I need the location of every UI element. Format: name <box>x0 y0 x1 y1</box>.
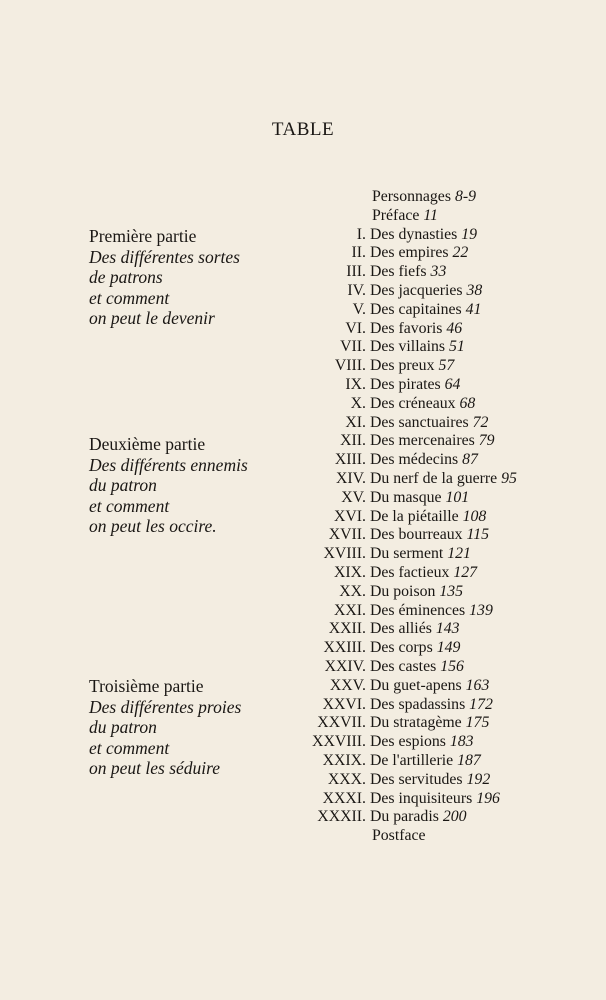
toc-entry <box>300 696 590 715</box>
toc-entry-text <box>370 771 590 790</box>
toc-page-number: 175 <box>465 714 490 732</box>
toc-chapter-number: XXX. <box>327 770 366 788</box>
toc-chapter-title: Des éminences <box>370 601 466 619</box>
toc-entry <box>300 677 590 696</box>
toc-page-number: 143 <box>435 620 460 638</box>
toc-chapter-number: VII. <box>340 338 366 356</box>
toc-chapter-title: Des fiefs <box>370 263 427 281</box>
toc-page-number: 192 <box>466 770 491 788</box>
toc-chapter-number: I. <box>356 225 366 243</box>
toc-chapter-number: XIX. <box>333 563 366 581</box>
toc-page-number: 200 <box>442 808 467 826</box>
toc-entry-text <box>370 602 590 621</box>
toc-page-number: 64 <box>444 375 461 393</box>
toc-entry-text <box>370 639 590 658</box>
toc-chapter-number: XX. <box>339 582 366 600</box>
toc-chapter-number <box>300 827 372 846</box>
toc-entry-text <box>370 583 590 602</box>
part-desc-line: et comment <box>89 495 170 516</box>
toc-chapter-title: Des villains <box>370 338 446 356</box>
toc-chapter-title: De la piétaille <box>370 507 459 525</box>
toc-entry <box>300 395 590 414</box>
toc-entry <box>300 376 590 395</box>
toc-page-number: 57 <box>438 357 455 375</box>
toc-page-number: 22 <box>452 244 469 262</box>
part-desc-line: et comment <box>89 287 170 308</box>
toc-chapter-number <box>300 207 372 226</box>
toc-chapter-title: Des alliés <box>370 620 432 638</box>
toc-chapter-title: Du nerf de la guerre <box>370 469 498 487</box>
toc-chapter-title: Des factieux <box>370 563 450 581</box>
toc-chapter-number: III. <box>346 263 366 281</box>
toc-entry <box>300 414 590 433</box>
toc-entry <box>300 583 590 602</box>
toc-entry <box>300 752 590 771</box>
toc-entry <box>300 602 590 621</box>
toc-entry <box>300 357 590 376</box>
toc-entry <box>300 470 590 489</box>
toc-page-number: 33 <box>430 263 447 281</box>
toc-entry <box>300 827 590 846</box>
toc-entry-text <box>370 244 590 263</box>
toc-entry-text <box>372 207 590 226</box>
toc-entry-text <box>370 508 590 527</box>
toc-chapter-number: XXIII. <box>323 639 366 657</box>
toc-entry <box>300 338 590 357</box>
toc-entry-text <box>370 470 590 489</box>
toc-entry <box>300 639 590 658</box>
toc-entry-text <box>370 733 590 752</box>
toc-page-number: 46 <box>446 319 463 337</box>
toc-chapter-number: IV. <box>347 281 366 299</box>
toc-chapter-title: Des médecins <box>370 451 459 469</box>
toc-page-number: 163 <box>465 676 490 694</box>
toc-chapter-number: XXII. <box>328 620 366 638</box>
part-1 <box>89 226 299 329</box>
toc-entry-text <box>370 808 590 827</box>
toc-chapter-title: Des empires <box>370 244 449 262</box>
toc-page-number: 72 <box>472 413 489 431</box>
toc-entry-text <box>370 432 590 451</box>
part-2 <box>89 434 299 537</box>
toc-chapter-number: XXXII. <box>317 808 366 826</box>
toc-chapter-number: XXVI. <box>322 695 366 713</box>
toc-page-number: 196 <box>476 789 500 807</box>
toc-entry-text <box>370 226 590 245</box>
toc-page-number: 172 <box>469 695 493 713</box>
toc-chapter-title: Des spadassins <box>370 695 466 713</box>
toc-page-number: 139 <box>469 601 493 619</box>
toc-chapter-number: XIV. <box>336 469 366 487</box>
toc-entry <box>300 564 590 583</box>
toc-entry-text <box>370 714 590 733</box>
toc-page-number: 19 <box>461 225 478 243</box>
toc-chapter-title: Des corps <box>370 639 433 657</box>
toc-page-number: 51 <box>448 338 465 356</box>
toc-entry <box>300 263 590 282</box>
part-desc-line: Des différents ennemis <box>89 454 248 475</box>
toc-chapter-number: XXV. <box>329 676 366 694</box>
toc-entry <box>300 432 590 451</box>
toc-chapter-number: VI. <box>345 319 366 337</box>
part-desc-line: on peut les occire. <box>89 516 217 536</box>
toc-entry-text <box>370 752 590 771</box>
toc-page-number: 101 <box>445 488 470 506</box>
toc-page-number: 68 <box>459 394 476 412</box>
toc-chapter-title: Des favoris <box>370 319 443 337</box>
part-desc-line: Des différentes sortes <box>89 246 240 267</box>
toc-chapter-number: XVIII. <box>323 545 366 563</box>
toc-chapter-number: XXIX. <box>322 751 366 769</box>
table-of-contents <box>300 188 590 846</box>
toc-entry <box>300 188 590 207</box>
toc-page-number: 183 <box>449 733 474 751</box>
toc-entry <box>300 226 590 245</box>
toc-page-number: 127 <box>453 563 478 581</box>
toc-chapter-title: Des servitudes <box>370 770 463 788</box>
toc-entry-text <box>370 696 590 715</box>
part-3 <box>89 676 299 779</box>
toc-chapter-title: Des créneaux <box>370 394 456 412</box>
toc-page-number: 95 <box>501 469 517 487</box>
toc-entry-text <box>370 451 590 470</box>
toc-entry-text <box>370 489 590 508</box>
toc-entry-text <box>370 338 590 357</box>
toc-chapter-title: Postface <box>372 827 426 845</box>
toc-chapter-title: Des castes <box>370 657 437 675</box>
toc-entry-text <box>370 376 590 395</box>
part-desc-line: on peut les séduire <box>89 758 221 778</box>
toc-chapter-title: Des preux <box>370 357 435 375</box>
toc-chapter-number: XXI. <box>333 601 366 619</box>
toc-entry <box>300 714 590 733</box>
toc-entry-text <box>370 545 590 564</box>
toc-entry <box>300 733 590 752</box>
toc-page-number: 121 <box>447 545 471 563</box>
toc-chapter-title: Des pirates <box>370 375 441 393</box>
toc-chapter-number: IX. <box>345 375 366 393</box>
toc-chapter-title: Des capitaines <box>370 300 462 318</box>
toc-page-number: 156 <box>440 657 464 675</box>
toc-chapter-title: Préface <box>372 206 420 224</box>
toc-entry-text <box>370 395 590 414</box>
toc-chapter-title: Des mercenaires <box>370 432 475 450</box>
part-desc-line: Des différentes proies <box>89 696 242 717</box>
toc-entry <box>300 301 590 320</box>
toc-page-number: 87 <box>462 451 478 469</box>
toc-chapter-number: XXIV. <box>324 657 366 675</box>
toc-chapter-title: Des sanctuaires <box>370 413 469 431</box>
toc-chapter-number: XIII. <box>334 451 366 469</box>
toc-entry-text <box>370 526 590 545</box>
toc-chapter-number <box>300 188 372 207</box>
toc-chapter-number: XXXI. <box>322 789 366 807</box>
toc-page-number: 187 <box>457 751 481 769</box>
toc-entry <box>300 489 590 508</box>
part-title: Première partie <box>89 226 197 246</box>
toc-chapter-number: XII. <box>340 432 366 450</box>
page-title: TABLE <box>271 119 335 140</box>
toc-entry <box>300 207 590 226</box>
toc-entry-text <box>370 414 590 433</box>
toc-chapter-title: Du stratagème <box>370 714 462 732</box>
toc-chapter-title: De l'artillerie <box>370 751 454 769</box>
toc-chapter-number: XVII. <box>328 526 366 544</box>
part-desc-line: on peut le devenir <box>89 308 215 328</box>
toc-entry-text <box>370 263 590 282</box>
toc-chapter-title: Des inquisiteurs <box>370 789 473 807</box>
toc-page-number: 108 <box>462 507 487 525</box>
toc-chapter-title: Du masque <box>370 488 442 506</box>
toc-chapter-title: Personnages <box>372 188 451 205</box>
toc-chapter-title: Des jacqueries <box>370 281 463 299</box>
part-desc-line: et comment <box>89 737 170 758</box>
part-desc-line: de patrons <box>89 267 163 287</box>
toc-page-number: 11 <box>423 206 438 224</box>
toc-page-number: 79 <box>478 432 495 450</box>
toc-chapter-title: Du serment <box>370 545 444 563</box>
toc-entry <box>300 545 590 564</box>
toc-entry <box>300 282 590 301</box>
part-title: Troisième partie <box>89 676 204 696</box>
toc-entry <box>300 808 590 827</box>
part-desc-line: du patron <box>89 475 157 495</box>
part-title: Deuxième partie <box>89 434 206 454</box>
toc-entry-text <box>370 564 590 583</box>
toc-page-number: 38 <box>466 281 483 299</box>
toc-entry-text <box>370 320 590 339</box>
toc-entry <box>300 526 590 545</box>
part-desc-line: du patron <box>89 717 157 737</box>
toc-chapter-number: XVI. <box>333 507 366 525</box>
toc-chapter-number: XXVIII. <box>312 733 366 751</box>
toc-entry-text <box>370 658 590 677</box>
toc-page-number: 41 <box>465 300 482 318</box>
toc-chapter-number: XV. <box>341 488 366 506</box>
toc-chapter-number: XXVII. <box>317 714 366 732</box>
toc-entry <box>300 620 590 639</box>
toc-chapter-title: Des dynasties <box>370 225 458 243</box>
toc-chapter-number: V. <box>352 300 366 318</box>
toc-entry-text <box>370 620 590 639</box>
toc-entry <box>300 508 590 527</box>
toc-chapter-title: Du paradis <box>370 808 439 826</box>
toc-entry <box>300 771 590 790</box>
toc-chapter-title: Des bourreaux <box>370 526 463 544</box>
toc-entry-text <box>370 282 590 301</box>
toc-entry <box>300 451 590 470</box>
toc-page-number: 115 <box>466 526 490 544</box>
toc-chapter-number: VIII. <box>334 357 366 375</box>
toc-entry-text <box>370 357 590 376</box>
toc-chapter-number: X. <box>350 394 366 412</box>
toc-entry-text <box>370 790 590 809</box>
toc-entry-text <box>370 677 590 696</box>
toc-chapter-title: Des espions <box>370 733 446 751</box>
toc-chapter-number: XI. <box>345 413 366 431</box>
toc-entry <box>300 658 590 677</box>
toc-entry <box>300 320 590 339</box>
toc-page-number: 135 <box>439 582 464 600</box>
toc-entry-text <box>372 827 590 846</box>
toc-entry <box>300 244 590 263</box>
toc-entry-text <box>372 188 590 207</box>
toc-page-number: 8-9 <box>454 188 476 205</box>
toc-chapter-title: Du guet-apens <box>370 676 462 694</box>
toc-entry <box>300 790 590 809</box>
toc-page-number: 149 <box>436 639 461 657</box>
toc-chapter-title: Du poison <box>370 582 436 600</box>
toc-chapter-number: II. <box>351 244 366 262</box>
toc-entry-text <box>370 301 590 320</box>
